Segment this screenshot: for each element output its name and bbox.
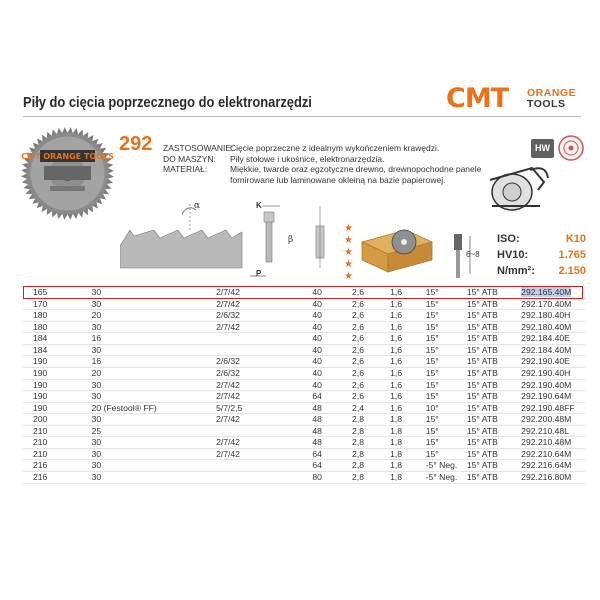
cell-plate: 1,6 [390,321,403,332]
cell-grind: 15° ATB [466,287,498,297]
svg-text:★: ★ [344,223,353,234]
cell-plate: 1,6 [390,356,403,367]
cell-plate: 1,8 [390,437,403,448]
cell-part-number: 292.200.48M [521,414,572,425]
spec-hv10-label: HV10: [497,249,529,261]
svg-text:★: ★ [344,259,353,270]
cell-plate: 1,6 [390,391,403,402]
cmt-logo [446,85,508,113]
table-row[interactable] [23,310,585,322]
cell-teeth: 80 [312,472,322,482]
cell-bore: 25 [91,425,102,436]
cell-teeth: 40 [312,344,322,355]
cell-plate: 1,8 [390,460,403,471]
cell-hook-angle: 15° [425,356,439,367]
cell-pinhole: 2/6/32 [216,367,240,378]
p-label: P [256,269,262,278]
table-row[interactable] [23,402,585,414]
cell-bore: 30 [91,287,102,297]
table-row[interactable] [23,448,585,460]
cell-diameter: 190 [33,379,48,390]
cell-diameter: 210 [33,425,48,436]
cell-plate: 1,6 [390,367,403,378]
cell-plate: 1,6 [390,298,403,309]
cell-diameter: 210 [33,448,48,459]
cell-kerf: 2,8 [352,414,364,425]
logo-sub-text: ORANGE TOOLS [527,87,577,110]
table-row[interactable] [23,298,585,310]
cell-bore: 20 (Festool® FF) [91,402,157,413]
cell-diameter: 184 [33,344,48,355]
svg-text:★: ★ [344,247,353,258]
cell-grind: 15° ATB [466,425,498,436]
hw-badge: HW [531,139,554,158]
table-row[interactable] [23,333,585,345]
cell-kerf: 2,6 [352,391,364,402]
cell-part-number: 292.210.48L [521,425,569,436]
table-row[interactable] [23,472,585,484]
cell-pinhole [192,344,284,356]
cell-part-number: 292.170.40M [521,298,572,309]
cell-hook-angle: 15° [425,437,439,448]
label-material: MATERIAŁ: [163,164,208,174]
cell-hook-angle: 15° [425,367,439,378]
cell-diameter: 190 [33,367,48,378]
cell-diameter: 184 [33,333,48,344]
cell-teeth: 40 [312,356,322,367]
rating-stars [343,222,355,282]
cell-bore: 16 [91,333,102,344]
cell-kerf: 2,4 [352,402,364,413]
cell-pinhole [192,460,284,472]
cell-teeth: 48 [312,414,322,425]
product-description: Cięcie poprzeczne z idealnym wykończeniem krawędzi. Piły stołowe i ukośnice, elektronarzędzia. Miękkie, twarde oraz egzotyczne drewno, drewnopochodne panele fornirowane lub laminowane okleiną na bazie papierowej. [230,143,482,185]
spec-labels [163,143,233,175]
cell-bore: 30 [91,414,102,425]
spec-strength-value: 2.150 [558,265,586,277]
cell-part-number: 292.210.64M [521,448,572,459]
cell-bore: 30 [91,379,102,390]
cell-part-number: 292.190.64M [521,391,572,402]
table-row[interactable] [23,425,585,437]
cell-bore: 20 [91,310,102,321]
cell-part-number: 292.216.80M [521,472,572,482]
cell-pinhole: 2/7/42 [216,298,240,309]
label-machines: DO MASZYN: [163,153,216,164]
cell-hook-angle: -5° Neg. [425,472,458,482]
k-label: K [256,201,262,210]
cell-hook-angle: 10° [425,402,439,413]
cell-hook-angle: 15° [425,287,439,297]
title-divider [23,116,581,117]
cell-hook-angle: 15° [425,344,439,355]
cell-plate: 1,8 [390,425,403,436]
cell-hook-angle: 15° [425,448,439,459]
cell-part-number: 292.184.40M [521,344,572,355]
cell-grind: 15° ATB [466,344,498,355]
cell-part-number: 292.184.40E [521,333,570,344]
table-row[interactable] [23,414,585,426]
cell-kerf: 2,8 [352,460,364,471]
cell-pinhole: 5/7/2,5 [216,402,243,413]
cell-kerf: 2,8 [352,425,364,436]
table-row[interactable] [23,391,585,403]
cell-grind: 15° ATB [466,402,498,413]
tooth-geometry-diagram [120,196,335,282]
cell-pinhole: 2/6/32 [216,356,240,367]
cell-part-number: 292.216.64M [521,460,572,471]
cell-part-number: 292.190.48FF [521,402,575,413]
cell-hook-angle: 15° [425,425,439,436]
cell-teeth: 40 [312,379,322,390]
cell-grind: 15° ATB [466,379,498,390]
cell-teeth: 48 [312,402,322,413]
cell-kerf: 2,6 [352,321,364,332]
spec-iso-label: ISO: [497,233,520,245]
cell-hook-angle: 15° [425,379,439,390]
cell-grind: 15° ATB [466,437,498,448]
selected-part-number[interactable]: 292.165.40M [521,287,572,297]
cell-bore: 30 [91,391,102,402]
cell-bore: 30 [91,460,102,471]
cell-grind: 15° ATB [466,333,498,344]
beta-label: β [288,235,294,245]
cell-pinhole: 2/7/42 [216,414,240,425]
cell-plate: 1,8 [390,448,403,459]
cell-pinhole [192,333,284,345]
cell-kerf: 2,6 [352,356,364,367]
cell-hook-angle: 15° [425,310,439,321]
cell-teeth: 64 [312,391,322,402]
cell-pinhole: 2/6/32 [216,310,240,321]
table-row[interactable] [23,321,585,333]
cell-plate: 1,8 [390,414,403,425]
cell-part-number: 292.190.40M [521,379,572,390]
cell-pinhole: 2/7/42 [216,391,240,402]
cell-bore: 30 [91,344,102,355]
table-row[interactable] [23,356,585,368]
cell-diameter: 170 [33,298,48,309]
cell-hook-angle: 15° [425,391,439,402]
certification-seal-icon [558,135,584,161]
cell-diameter: 190 [33,356,48,367]
wood-cut-illustration [356,220,438,278]
cell-plate: 1,6 [390,402,403,413]
cell-diameter: 216 [33,460,48,471]
cell-pinhole: 2/7/42 [216,379,240,390]
saw-blade-image [20,126,115,221]
cell-diameter: 165 [33,287,48,297]
blade-print-text: CMT ORANGE TOOLS [21,152,114,161]
cell-diameter: 180 [33,310,48,321]
cell-part-number: 292.190.40E [521,356,570,367]
cell-bore: 30 [91,437,102,448]
cell-kerf: 2,6 [352,367,364,378]
table-row[interactable] [23,437,585,449]
cell-plate: 1,6 [390,344,403,355]
cell-teeth: 40 [312,310,322,321]
cell-kerf: 2,6 [352,344,364,355]
cell-grind: 15° ATB [466,391,498,402]
table-row[interactable] [23,367,585,379]
cell-kerf: 2,6 [352,287,364,297]
cell-teeth: 40 [312,321,322,332]
svg-text:★: ★ [344,235,353,246]
cell-teeth: 40 [312,333,322,344]
alpha-label: α [194,201,201,211]
page-title: Piły do cięcia poprzecznego do elektronarzędzi [23,94,312,111]
cell-hook-angle: 15° [425,333,439,344]
cell-teeth: 64 [312,448,322,459]
cell-kerf: 2,8 [352,448,364,459]
cell-bore: 20 [91,367,102,378]
cell-part-number: 292.210.48M [521,437,572,448]
cell-teeth: 64 [312,460,322,471]
cell-diameter: 190 [33,402,48,413]
table-row[interactable] [23,344,585,356]
cell-diameter: 200 [33,414,48,425]
cell-hook-angle: -5° Neg. [425,460,458,471]
cell-pinhole [192,472,284,484]
cell-grind: 15° ATB [466,448,498,459]
cell-teeth: 40 [312,367,322,378]
logo-main-text: CMT [446,83,509,114]
cell-kerf: 2,8 [352,437,364,448]
cell-diameter: 190 [33,391,48,402]
cell-hook-angle: 15° [425,298,439,309]
cell-bore: 30 [91,448,102,459]
spec-iso-value: K10 [565,233,586,245]
cell-teeth: 48 [312,437,322,448]
cell-part-number: 292.180.40H [521,310,571,321]
cell-kerf: 2,6 [352,379,364,390]
cell-diameter: 180 [33,321,48,332]
blade-spec-table [23,287,585,484]
cell-pinhole: 2/7/42 [216,437,240,448]
table-row[interactable] [23,460,585,472]
cell-grind: 15° ATB [466,356,498,367]
cell-grind: 15° ATB [466,310,498,321]
cell-grind: 15° ATB [466,414,498,425]
cell-bore: 30 [91,298,102,309]
cell-bore: 30 [91,472,102,482]
cell-teeth: 48 [312,425,322,436]
cell-plate: 1,6 [390,287,403,297]
cell-pinhole: 2/7/42 [216,448,240,459]
cell-bore: 16 [91,356,102,367]
cell-grind: 15° ATB [466,298,498,309]
spec-hv10-value: 1.765 [558,249,586,261]
cell-kerf: 2,8 [352,472,364,482]
product-number: 292 [119,133,153,155]
cell-grind: 15° ATB [466,321,498,332]
selected-row-highlight [23,286,583,299]
cell-plate: 1,6 [390,333,403,344]
cell-plate: 1,6 [390,310,403,321]
cell-part-number: 292.180.40M [521,321,572,332]
cell-teeth: 40 [312,287,322,297]
cell-kerf: 2,6 [352,333,364,344]
cell-pinhole: 2/7/42 [216,287,240,297]
cell-diameter: 216 [33,472,48,482]
circular-saw-icon [482,160,552,220]
cell-hook-angle: 15° [425,321,439,332]
cell-kerf: 2,6 [352,298,364,309]
cell-hook-angle: 15° [425,414,439,425]
cell-diameter: 210 [33,437,48,448]
cell-bore: 30 [91,321,102,332]
label-application: ZASTOSOWANIE: [163,143,234,153]
cell-part-number: 292.190.40H [521,367,571,378]
cell-pinhole: 2/7/42 [216,321,240,332]
cell-grind: 15° ATB [466,367,498,378]
cell-pinhole [192,425,284,437]
spec-strength-label: N/mm²: [497,265,535,277]
cell-kerf: 2,6 [352,310,364,321]
cell-plate: 1,6 [390,379,403,390]
table-row[interactable] [23,379,585,391]
cell-teeth: 40 [312,298,322,309]
svg-text:★: ★ [344,271,353,282]
kerf-dimension-label: 6~8 [466,250,480,259]
cell-grind: 15° ATB [466,460,498,471]
cell-plate: 1,8 [390,472,403,482]
cell-grind: 15° ATB [466,472,498,482]
